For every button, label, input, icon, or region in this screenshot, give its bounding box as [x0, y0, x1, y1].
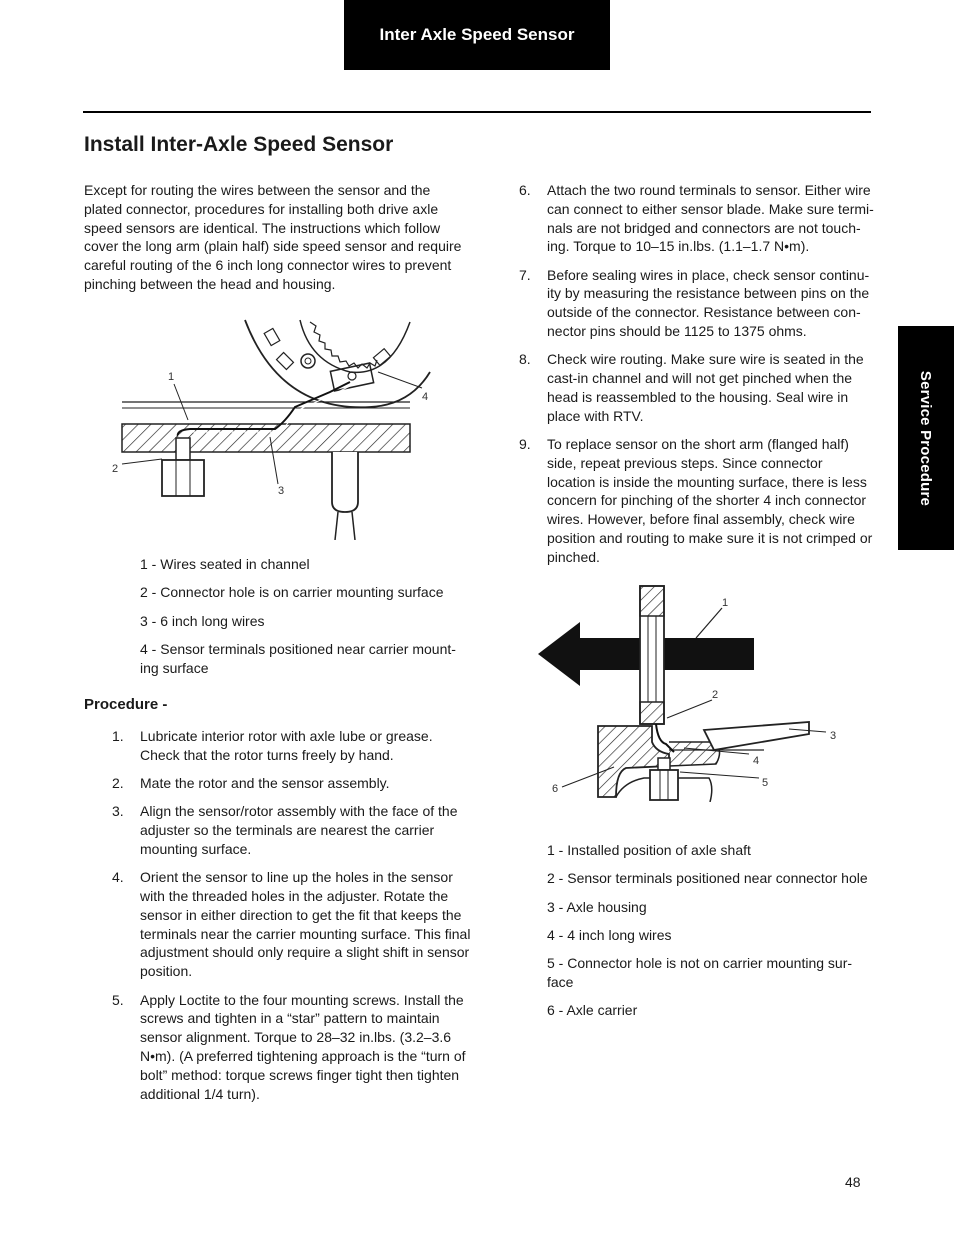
fig2-callout-4: 4: [753, 755, 760, 767]
page-title: Install Inter-Axle Speed Sensor: [84, 133, 394, 156]
step-text: Check wire routing. Make sure wire is seated in the cast-in channel and will not get pinched when the head is reassembled to the housing. Seal wire in place with RTV.: [547, 351, 864, 424]
fig2-caption: 1 - Installed position of axle shaft: [547, 842, 751, 858]
procedure-step: [84, 802, 474, 858]
procedure-step: [84, 991, 474, 1104]
fig2-callout-3: 3: [830, 730, 837, 742]
fig1-callout-2: 2: [112, 463, 119, 475]
step-text: Lubricate interior rotor with axle lube or grease. Check that the rotor turns freely by hand.: [140, 728, 433, 763]
fig1-caption: 2 - Connector hole is on carrier mounting surface: [140, 584, 444, 601]
header-rule: [83, 111, 871, 113]
figure-2-short-arm-sensor: [534, 582, 844, 802]
step-text: Before sealing wires in place, check sensor continu-ity by measuring the resistance between pins on the outside of the connector. Resistance between con-nector pins should be 1125 to 1375 ohms.: [547, 266, 870, 340]
step-number: 4.: [112, 869, 124, 886]
fig1-caption: 3 - 6 inch long wires: [140, 612, 265, 629]
procedure-step: [518, 181, 874, 256]
step-number: 7.: [519, 266, 531, 283]
step-text: To replace sensor on the short arm (flanged half) side, repeat previous steps. Since connector location is inside the mounting surface, there is less concern for pinching of the shorter 4 inch connector wires. However, before final assembly, check wire position and routing to make sure it is not crimped or pinched.: [547, 436, 873, 565]
fig2-caption: 3 - Axle housing: [547, 898, 647, 915]
step-text: Orient the sensor to line up the holes in the sensor with the threaded holes in the adjuster. Rotate the sensor in either direction to get the fit that keeps the terminals near the carrier mounting surface. This final adjustment should only require a slight shift in sensor position.: [140, 869, 471, 980]
procedure-steps-left: [84, 727, 474, 1113]
fig1-callout-4: 4: [422, 391, 429, 403]
figure-2-captions: [547, 841, 877, 1030]
step-text: Mate the rotor and the sensor assembly.: [140, 775, 390, 792]
step-number: 2.: [112, 775, 124, 792]
procedure-step: [518, 350, 874, 425]
procedure-step: [518, 266, 874, 341]
step-text: Apply Loctite to the four mounting screws. Install the screws and tighten in a “star” pattern to maintain sensor alignment. Torque to 28–32 in.lbs. (3.2–3.6 N•m). (A preferred tightening approach is the “turn of bolt” method: torque screws finger tight then tighten additional 1/4 turn).: [140, 991, 466, 1102]
procedure-step: [84, 868, 474, 981]
figure-1-sensor-channel: [110, 312, 440, 540]
page-number: 48: [845, 1174, 861, 1190]
fig2-callout-6: 6: [552, 783, 559, 795]
side-section-tab: [898, 326, 954, 550]
procedure-step: [84, 774, 474, 793]
procedure-steps-right: [518, 181, 874, 576]
procedure-heading: Procedure -: [84, 696, 168, 713]
intro-paragraph: Except for routing the wires between the sensor and the plated connector, procedures for installing both drive axle speed sensors are identical. The instructions which follow cover the long arm (plain half) side speed sensor and require careful routing of the 6 inch long connector wires to prevent pinching between the head and housing.: [84, 182, 462, 292]
fig2-callout-1: 1: [722, 597, 729, 609]
step-number: 5.: [112, 991, 124, 1008]
procedure-step: [84, 727, 474, 765]
header-tab: Inter Axle Speed Sensor: [344, 0, 610, 70]
step-number: 9.: [519, 436, 531, 453]
fig2-caption: 2 - Sensor terminals positioned near connector hole: [547, 870, 868, 887]
fig2-callout-2: 2: [712, 689, 719, 701]
fig2-caption: 6 - Axle carrier: [547, 1002, 638, 1019]
side-section-label: Service Procedure: [917, 370, 935, 506]
step-number: 6.: [519, 182, 531, 198]
figure-1-captions: [140, 555, 470, 687]
step-number: 3.: [112, 803, 124, 820]
fig2-callout-5: 5: [762, 777, 769, 789]
fig2-caption: 5 - Connector hole is not on carrier mounting sur-face: [547, 955, 853, 990]
fig1-caption: 4 - Sensor terminals positioned near carrier mount-ing surface: [140, 640, 456, 676]
fig2-caption: 4 - 4 inch long wires: [547, 926, 672, 943]
step-number: 8.: [519, 351, 531, 368]
fig1-callout-1: 1: [168, 371, 175, 383]
fig1-callout-3: 3: [278, 485, 285, 497]
step-text: Align the sensor/rotor assembly with the face of the adjuster so the terminals are nearest the carrier mounting surface.: [140, 803, 458, 857]
step-number: 1.: [112, 728, 124, 744]
procedure-step: [518, 435, 874, 567]
step-text: Attach the two round terminals to sensor. Either wire can connect to either sensor blade. Make sure termi-nals are not bridged and connectors are not touch-ing. Torque to 10–15 in.lbs. (1.1–1.7 N•m).: [547, 182, 874, 255]
fig1-caption: 1 - Wires seated in channel: [140, 556, 310, 572]
